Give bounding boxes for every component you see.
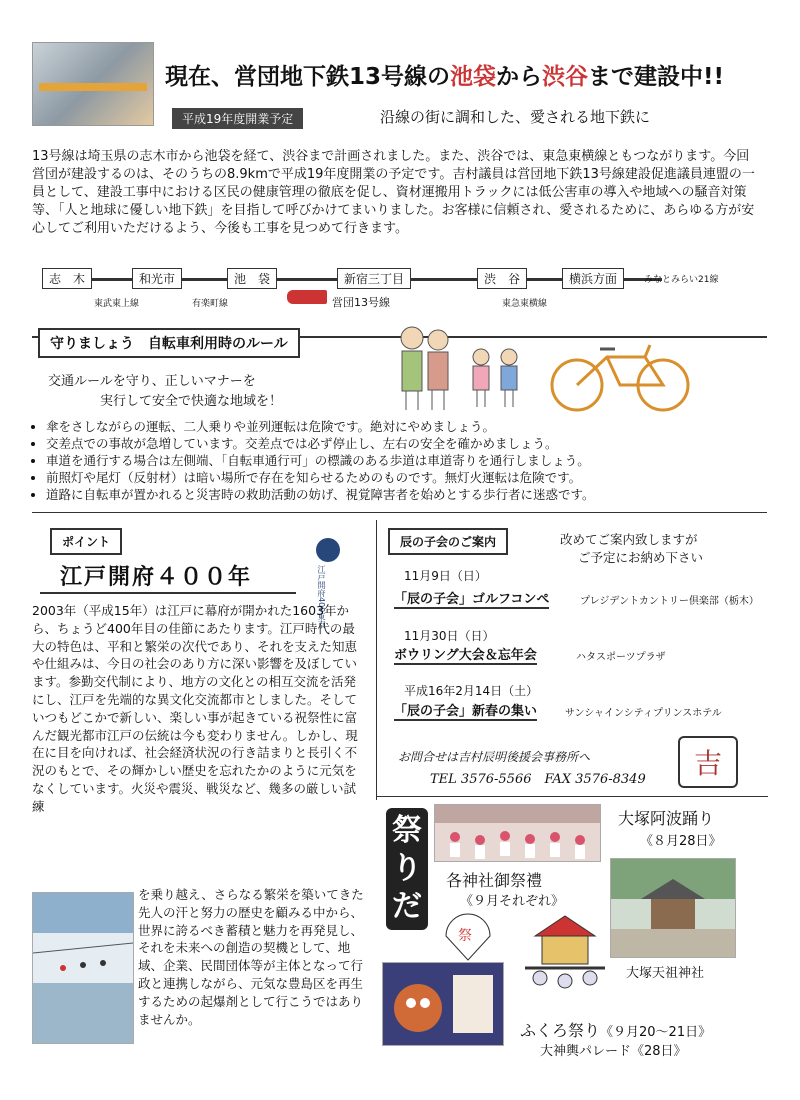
event-venue: ハタスポーツプラザ [576,652,666,663]
page-title [165,58,724,91]
bicycle-intro-2: 実行して安全で快適な地域を！ [100,394,283,409]
rule-item: • 傘をさしながらの運転、二人乗りや並列運転は危険です。絶対にやめましょう。 [46,418,791,435]
elderly-couple-illustration [390,318,460,413]
logo-emblem [316,538,340,562]
fest-char: だ [392,889,422,924]
fukuro-festival-title [520,1018,711,1041]
edo-body-top: 2003年（平成15年）は江戸に幕府が開かれた1603年から、ちょうど400年目の佳節にあたります。江戸時代の最大の特色は、平和と繁栄の次代であり、それを支えた知恵や仕組みは、今日の社会のあり方に深い影響を及ぼしています。参勤交代制により、地方の文化との相互交流を活発にし、江戸を先端的な異文化交流都市としました。そしていつもどこかで新しい、楽しい事が起きている祝祭性に富んだ観光都市江戸の伝統は今も変わりません。しかし、現在に目を向ければ、社会経済状況の行き詰まりと長引く不況のもとで、その輝かしい歴史を忘れたかのように元気をなくしています。火災や震災、戦災など、幾多の厳しい試練 [32,603,358,814]
point-label: ポイント [50,528,122,555]
hand-fan-illustration [440,908,496,964]
station-ikebukuro: 池 袋 [227,268,277,289]
bicycle-intro-1: 交通ルールを守り、正しいマナーを [48,374,256,389]
title-part: まで建設中!! [588,64,724,90]
seal-stamp: 吉 [678,736,738,788]
contact-line: お問合せは吉村辰明後援会事務所へ [398,750,591,764]
tenso-shrine-photo [610,858,736,958]
mikoshi-parade: 大神輿パレード《28日》 [540,1044,687,1059]
fest-char: り [392,851,422,886]
title-part: から [496,64,543,90]
ukiyoe-print [32,892,134,1044]
event-venue: サンシャインシティプリンスホテル [565,708,722,719]
fukuro-date: 《９月20～21日》 [600,1025,712,1040]
section-divider [376,796,768,797]
event-date: 11月30日（日） [404,629,495,643]
awa-odori-photo [434,804,601,862]
edo-body-bottom: を乗り越え、さらなる繁栄を築いてきた先人の汗と努力の歴史を顧みる中から、世界に誇るべき蓄積と魅力を再発見し、それを未来への創造の契機として、地域、企業、民間団体等が主体となって行政と連携しながら、元気な豊島区を再生するための起爆剤として行こうではありませんか。 [138,887,364,1027]
rule-item: • 前照灯や尾灯（反射材）は暗い場所で存在を知らせるためのものです。無灯火運転は危険です。 [46,469,791,486]
fukuro-title: ふくろ祭り [520,1021,601,1040]
line-tobu: 東武東上線 [94,299,140,309]
event-date: 11月9日（日） [404,569,487,583]
station-shinjuku3: 新宿三丁目 [337,268,411,289]
tenso-shrine-label: 大塚天祖神社 [626,966,705,981]
children-illustration [465,345,525,410]
line13-description: 13号線は埼玉県の志木市から池袋を経て、渋谷まで計画されました。また、渋谷では、東急東横線ともつながります。今回営団が建設するのは、そのうちの8.9kmで平成19年度開業の予定です。吉村議員は営団地下鉄13号線建設促進議員連盟の一員として、建設工事中における区民の健康管理の徹底を促し、資材運搬用トラックには低公害車の導入や地域への騒音対策等、「人と地球に優しい地下鉄」を目指して呼びかけてまいりました。お客様に信頼され、愛されるために、あらゆる方が安心してご利用いただけるよう、今後も工事を見つめて行きます。 [32,149,755,236]
edo-title: 江戸開府４００年 [60,565,253,590]
title-shibuya: 渋谷 [542,64,589,90]
bicycle-illustration [545,335,695,413]
rule-item: • 車道を通行する場合は左側端、「自転車通行可」の標識のある歩道は車道寄りを通行しましょう。 [46,452,791,469]
line-13: 営団13号線 [332,296,390,309]
route-map [32,268,762,318]
mikoshi-illustration [520,906,610,996]
shrine-festival-title: 各神社御祭禮 [446,871,543,890]
logo-text: 江戸開府400東京 [317,565,326,629]
awa-odori-title: 大塚阿波踊り [618,809,715,828]
station-yokohama: 横浜方面 [562,268,624,289]
festival-vertical-title [386,808,428,930]
line-toyoko: 東急東横線 [502,299,548,309]
subway-train-photo [32,42,154,126]
event-title: ボウリング大会＆忘年会 [394,644,537,665]
awa-odori-date: 《８月28日》 [640,834,722,849]
section-divider [32,512,767,513]
minatomirai-line: みなとみらい21線 [644,275,719,285]
tatsu-title: 辰の子会のご案内 [388,528,508,555]
bicycle-rules-list [30,418,791,503]
bicycle-rules-title: 守りましょう 自転車利用時のルール [38,328,300,358]
train-icon [287,290,327,304]
opening-badge: 平成19年度開業予定 [172,108,303,129]
event-title: 「辰の子会」新春の集い [394,700,537,721]
event-venue: プレジデントカントリー倶楽部（栃木） [580,596,759,607]
tatsu-note-1: 改めてご案内致しますが [560,532,698,547]
column-divider [376,520,377,800]
station-wakoshi: 和光市 [132,268,182,289]
station-shibuya: 渋 谷 [477,268,527,289]
contact-phone: TEL 3576-5566 FAX 3576-8349 [430,772,646,787]
svg-text:祭: 祭 [458,928,472,944]
tatsu-note-2: ご予定にお納め下さい [578,550,704,565]
rule-item: • 交差点での事故が急増しています。交差点では必ず停止し、左右の安全を確かめましょう。 [46,435,791,452]
shrine-festival-date: 《９月それぞれ》 [460,894,565,909]
subtitle: 沿線の街に調和した、愛される地下鉄に [380,108,651,126]
station-shiki: 志 木 [42,268,92,289]
fukuro-festival-poster [382,962,504,1046]
title-ikebukuro: 池袋 [450,64,497,90]
rule-item: • 道路に自転車が置かれると災害時の救助活動の妨げ、視覚障害者を始めとする歩行者に迷惑です。 [46,486,791,503]
edo-title-underline [40,592,296,594]
fest-char: 祭 [392,813,422,848]
event-title: 「辰の子会」ゴルフコンペ [394,588,549,609]
event-date: 平成16年2月14日（土） [404,684,539,698]
line-yurakucho: 有楽町線 [192,299,229,309]
title-part: 現在、営団地下鉄13号線の [165,64,451,90]
